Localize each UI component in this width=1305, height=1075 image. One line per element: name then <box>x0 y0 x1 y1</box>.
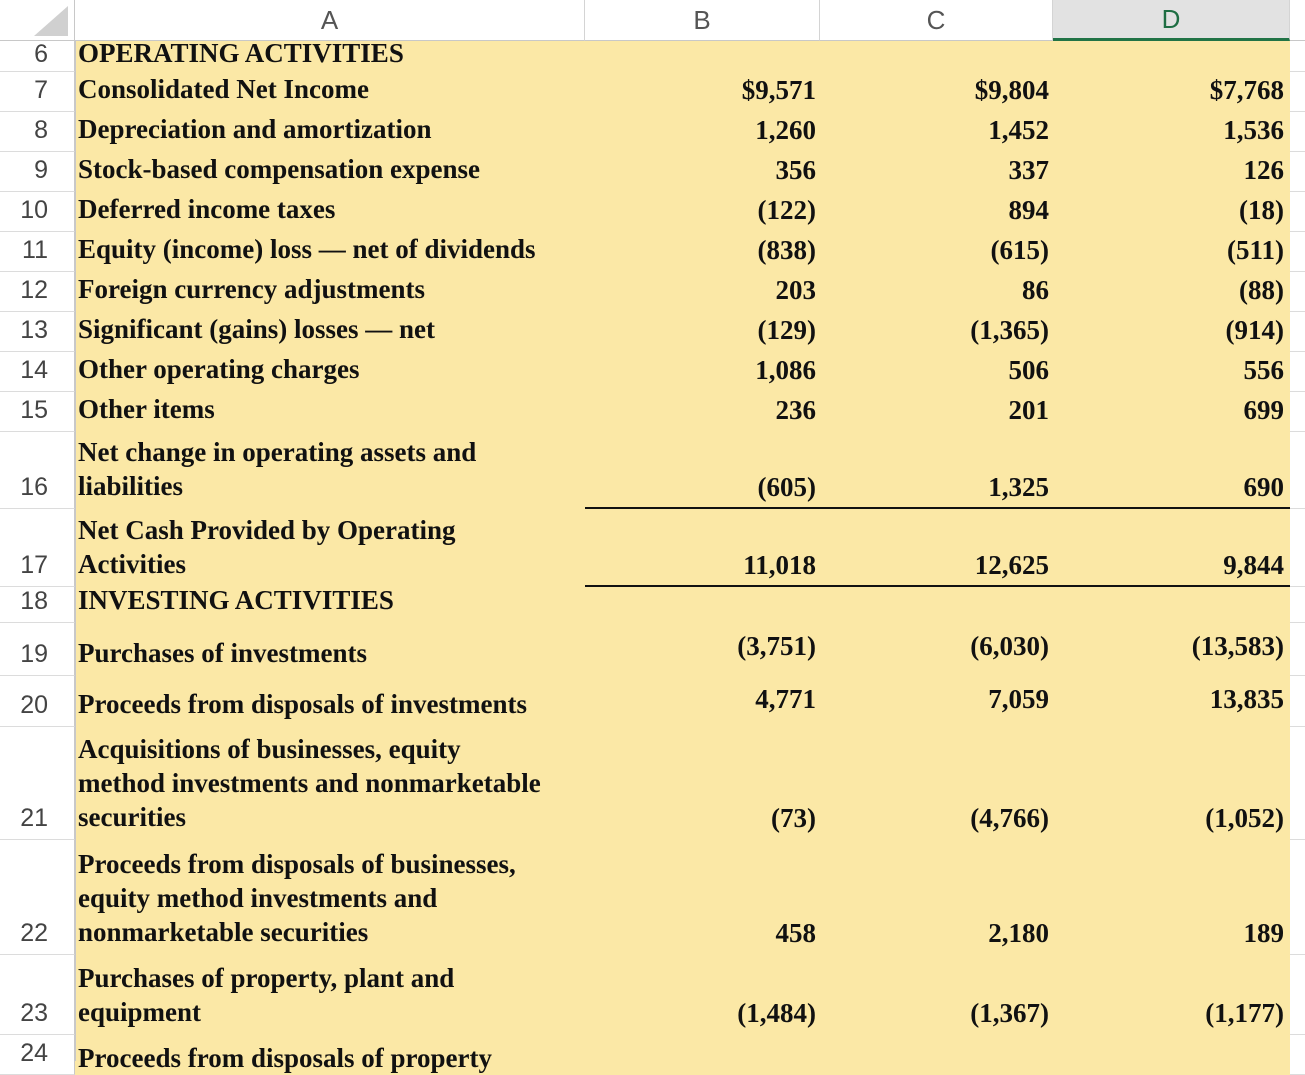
cell-value: (838) <box>757 235 816 265</box>
cell-a20[interactable] <box>75 676 585 727</box>
row-header-14[interactable] <box>0 352 75 392</box>
row-number: 15 <box>20 396 48 424</box>
cell-c23[interactable] <box>820 955 1053 1035</box>
row-label: Purchases of investments <box>78 638 367 668</box>
select-all-corner[interactable] <box>0 0 75 41</box>
cell-a16[interactable] <box>75 432 585 509</box>
row-number: 24 <box>20 1039 48 1067</box>
row-number: 21 <box>20 804 48 832</box>
cell-a22[interactable] <box>75 840 585 955</box>
row-number: 22 <box>20 919 48 947</box>
cell-d19[interactable] <box>1053 623 1290 676</box>
row-label: Stock-based compensation expense <box>78 154 481 184</box>
cell-d6[interactable] <box>1053 41 1290 72</box>
cell-d11[interactable] <box>1053 232 1290 272</box>
cell-value: 2,180 <box>988 918 1049 948</box>
sheet-row <box>75 727 1305 840</box>
sheet-row <box>75 192 1305 232</box>
cell-value: (605) <box>757 472 816 502</box>
row-header-18[interactable] <box>0 587 75 623</box>
row-label: Purchases of property, plant and equipment <box>78 963 455 1027</box>
row-header-15[interactable] <box>0 392 75 432</box>
row-number: 10 <box>20 196 48 224</box>
cell-value: (13,583) <box>1191 631 1284 661</box>
cell-value: 12,625 <box>974 550 1049 580</box>
sheet-row <box>75 587 1305 623</box>
row-header-20[interactable] <box>0 676 75 727</box>
row-label: INVESTING ACTIVITIES <box>78 585 394 615</box>
sheet-row <box>75 272 1305 312</box>
cell-value: $9,571 <box>741 75 816 105</box>
cell-value: 699 <box>1243 395 1284 425</box>
sheet-row <box>75 955 1305 1035</box>
column-header-label: B <box>693 4 711 35</box>
cell-value: (3,751) <box>737 631 816 661</box>
row-number: 8 <box>34 116 48 144</box>
row-number: 20 <box>20 691 48 719</box>
cell-a11[interactable] <box>75 232 585 272</box>
row-number: 7 <box>34 76 48 104</box>
sheet-row <box>75 312 1305 352</box>
column-header-c[interactable] <box>820 0 1053 41</box>
column-header-a[interactable] <box>75 0 585 41</box>
row-header-6[interactable] <box>0 41 75 72</box>
cell-value: 1,536 <box>1223 115 1284 145</box>
cell-a19[interactable] <box>75 623 585 676</box>
cell-value: 337 <box>1008 155 1049 185</box>
cell-b16[interactable] <box>585 432 820 509</box>
cell-a23[interactable] <box>75 955 585 1035</box>
cell-a24[interactable] <box>75 1035 585 1075</box>
cell-value: (122) <box>757 195 816 225</box>
sheet-row <box>75 152 1305 192</box>
cell-d8[interactable] <box>1053 112 1290 152</box>
cell-c20[interactable] <box>820 676 1053 727</box>
row-header-10[interactable] <box>0 192 75 232</box>
cell-a8[interactable] <box>75 112 585 152</box>
sheet-row <box>75 623 1305 676</box>
cell-c6[interactable] <box>820 41 1053 72</box>
column-header-label: D <box>1161 3 1181 34</box>
row-label: Acquisitions of businesses, equity method investments and nonmarketable securities <box>78 734 541 832</box>
column-header-e-partial[interactable] <box>1290 0 1305 41</box>
row-label: Depreciation and amortization <box>78 114 432 144</box>
cell-a9[interactable] <box>75 152 585 192</box>
cell-value: (1,365) <box>970 315 1049 345</box>
cell-c17[interactable] <box>820 509 1053 587</box>
row-number: 17 <box>20 551 48 579</box>
row-label: Proceeds from disposals of investments <box>78 689 527 719</box>
cell-value: 1,325 <box>988 472 1049 502</box>
cell-c22[interactable] <box>820 840 1053 955</box>
cell-value: 4,771 <box>755 684 816 714</box>
cell-value: 7,059 <box>988 684 1049 714</box>
cell-value: 126 <box>1243 155 1284 185</box>
cell-value: 506 <box>1008 355 1049 385</box>
row-label: Consolidated Net Income <box>78 74 369 104</box>
row-header-9[interactable] <box>0 152 75 192</box>
row-label: Other operating charges <box>78 354 360 384</box>
sheet-row <box>75 509 1305 587</box>
cell-c18[interactable] <box>820 587 1053 623</box>
column-header-d[interactable] <box>1053 0 1290 41</box>
cell-d9[interactable] <box>1053 152 1290 192</box>
column-header-label: A <box>320 4 339 35</box>
cell-d24[interactable] <box>1053 1035 1290 1075</box>
cell-b13[interactable] <box>585 312 820 352</box>
cell-c12[interactable] <box>820 272 1053 312</box>
row-label: Equity (income) loss — net of dividends <box>78 234 536 264</box>
cell-value: 556 <box>1243 355 1284 385</box>
cell-b7[interactable] <box>585 72 820 112</box>
cell-value: $7,768 <box>1209 75 1284 105</box>
sheet-row <box>75 38 1305 72</box>
cell-value: (1,052) <box>1205 803 1284 833</box>
sheet-row <box>75 432 1305 509</box>
row-header-21[interactable] <box>0 727 75 840</box>
cell-d7[interactable] <box>1053 72 1290 112</box>
cell-d10[interactable] <box>1053 192 1290 232</box>
cell-value: 458 <box>775 918 816 948</box>
row-label: Proceeds from disposals of businesses, equity method investments and nonmarketable securities <box>78 849 516 947</box>
row-number: 9 <box>34 156 48 184</box>
row-number: 16 <box>20 473 48 501</box>
cell-c19[interactable] <box>820 623 1053 676</box>
cell-b20[interactable] <box>585 676 820 727</box>
cell-a7[interactable] <box>75 72 585 112</box>
cell-b8[interactable] <box>585 112 820 152</box>
row-label: Net Cash Provided by Operating Activities <box>78 515 456 579</box>
row-label: Proceeds from disposals of property <box>78 1043 492 1073</box>
row-header-16[interactable] <box>0 432 75 509</box>
cell-value: 1,452 <box>988 115 1049 145</box>
cell-d18[interactable] <box>1053 587 1290 623</box>
cell-c21[interactable] <box>820 727 1053 840</box>
sheet-row <box>75 352 1305 392</box>
row-header-19[interactable] <box>0 623 75 676</box>
cell-d13[interactable] <box>1053 312 1290 352</box>
cell-b21[interactable] <box>585 727 820 840</box>
cell-value: 86 <box>1022 275 1049 305</box>
cell-value: (1,484) <box>737 998 816 1028</box>
row-number: 19 <box>20 640 48 668</box>
cell-d14[interactable] <box>1053 352 1290 392</box>
cell-d21[interactable] <box>1053 727 1290 840</box>
cell-a21[interactable] <box>75 727 585 840</box>
row-header-22[interactable] <box>0 840 75 955</box>
cell-d16[interactable] <box>1053 432 1290 509</box>
row-header-13[interactable] <box>0 312 75 352</box>
cell-d22[interactable] <box>1053 840 1290 955</box>
cell-value: (4,766) <box>970 803 1049 833</box>
cell-b6[interactable] <box>585 41 820 72</box>
cell-a18[interactable] <box>75 587 585 623</box>
cell-value: $9,804 <box>974 75 1049 105</box>
row-header-7[interactable] <box>0 72 75 112</box>
cell-c7[interactable] <box>820 72 1053 112</box>
cell-value: 1,086 <box>755 355 816 385</box>
cell-c13[interactable] <box>820 312 1053 352</box>
cell-c16[interactable] <box>820 432 1053 509</box>
cell-d20[interactable] <box>1053 676 1290 727</box>
cell-c14[interactable] <box>820 352 1053 392</box>
row-header-24[interactable] <box>0 1035 75 1075</box>
cell-value: 236 <box>775 395 816 425</box>
cell-b15[interactable] <box>585 392 820 432</box>
cell-value: 356 <box>775 155 816 185</box>
cell-a15[interactable] <box>75 392 585 432</box>
cell-value: (1,367) <box>970 998 1049 1028</box>
row-header-12[interactable] <box>0 272 75 312</box>
cell-c24[interactable] <box>820 1035 1053 1075</box>
cell-c11[interactable] <box>820 232 1053 272</box>
cell-b19[interactable] <box>585 623 820 676</box>
row-number: 18 <box>20 587 48 615</box>
row-number: 23 <box>20 999 48 1027</box>
cell-c10[interactable] <box>820 192 1053 232</box>
sheet-row <box>75 112 1305 152</box>
row-label: OPERATING ACTIVITIES <box>78 38 404 68</box>
row-header-17[interactable] <box>0 509 75 587</box>
cell-value: 1,260 <box>755 115 816 145</box>
row-label: Significant (gains) losses — net <box>78 314 436 344</box>
cell-b18[interactable] <box>585 587 820 623</box>
row-header-23[interactable] <box>0 955 75 1035</box>
cell-b9[interactable] <box>585 152 820 192</box>
row-label: Foreign currency adjustments <box>78 274 425 304</box>
sheet-row <box>75 840 1305 955</box>
row-header-8[interactable] <box>0 112 75 152</box>
sheet-row <box>75 72 1305 112</box>
row-number: 14 <box>20 356 48 384</box>
cell-d12[interactable] <box>1053 272 1290 312</box>
cell-value: 203 <box>775 275 816 305</box>
cell-value: (6,030) <box>970 631 1049 661</box>
cell-value: (73) <box>771 803 816 833</box>
row-number: 12 <box>20 276 48 304</box>
cell-value: 690 <box>1243 472 1284 502</box>
cell-b10[interactable] <box>585 192 820 232</box>
cell-c15[interactable] <box>820 392 1053 432</box>
sheet-row <box>75 676 1305 727</box>
cell-value: 189 <box>1243 918 1284 948</box>
cell-a14[interactable] <box>75 352 585 392</box>
cell-value: 13,835 <box>1209 684 1284 714</box>
row-number: 11 <box>22 236 48 264</box>
cell-value: (511) <box>1227 235 1284 265</box>
cell-b17[interactable] <box>585 509 820 587</box>
cell-c9[interactable] <box>820 152 1053 192</box>
cell-a6[interactable] <box>75 38 585 72</box>
cell-value: (615) <box>990 235 1049 265</box>
cell-c8[interactable] <box>820 112 1053 152</box>
cell-b23[interactable] <box>585 955 820 1035</box>
row-label: Net change in operating assets and liabilities <box>78 437 477 501</box>
cell-b24[interactable] <box>585 1035 820 1075</box>
cell-d17[interactable] <box>1053 509 1290 587</box>
cell-value: (1,177) <box>1205 998 1284 1028</box>
cell-value: (18) <box>1239 195 1284 225</box>
row-number: 6 <box>34 40 48 68</box>
cell-value: (129) <box>757 315 816 345</box>
cell-a17[interactable] <box>75 509 585 587</box>
row-label: Deferred income taxes <box>78 194 336 224</box>
cell-b22[interactable] <box>585 840 820 955</box>
sheet-row <box>75 1035 1305 1075</box>
row-number: 13 <box>20 316 48 344</box>
cell-b14[interactable] <box>585 352 820 392</box>
select-all-triangle-icon <box>28 4 70 38</box>
sheet-row <box>75 392 1305 432</box>
sheet-row <box>75 232 1305 272</box>
cell-value: 9,844 <box>1223 550 1284 580</box>
row-header-11[interactable] <box>0 232 75 272</box>
cell-d23[interactable] <box>1053 955 1290 1035</box>
cell-value: 11,018 <box>743 550 816 580</box>
cell-value: 894 <box>1008 195 1049 225</box>
cell-value: (88) <box>1239 275 1284 305</box>
cell-a10[interactable] <box>75 192 585 232</box>
row-label: Other items <box>78 394 215 424</box>
cell-a13[interactable] <box>75 312 585 352</box>
column-header-b[interactable] <box>585 0 820 41</box>
cell-value: 201 <box>1008 395 1049 425</box>
cell-value: (914) <box>1225 315 1284 345</box>
column-header-label: C <box>926 4 946 35</box>
cell-a12[interactable] <box>75 272 585 312</box>
cell-b12[interactable] <box>585 272 820 312</box>
cell-b11[interactable] <box>585 232 820 272</box>
cell-d15[interactable] <box>1053 392 1290 432</box>
